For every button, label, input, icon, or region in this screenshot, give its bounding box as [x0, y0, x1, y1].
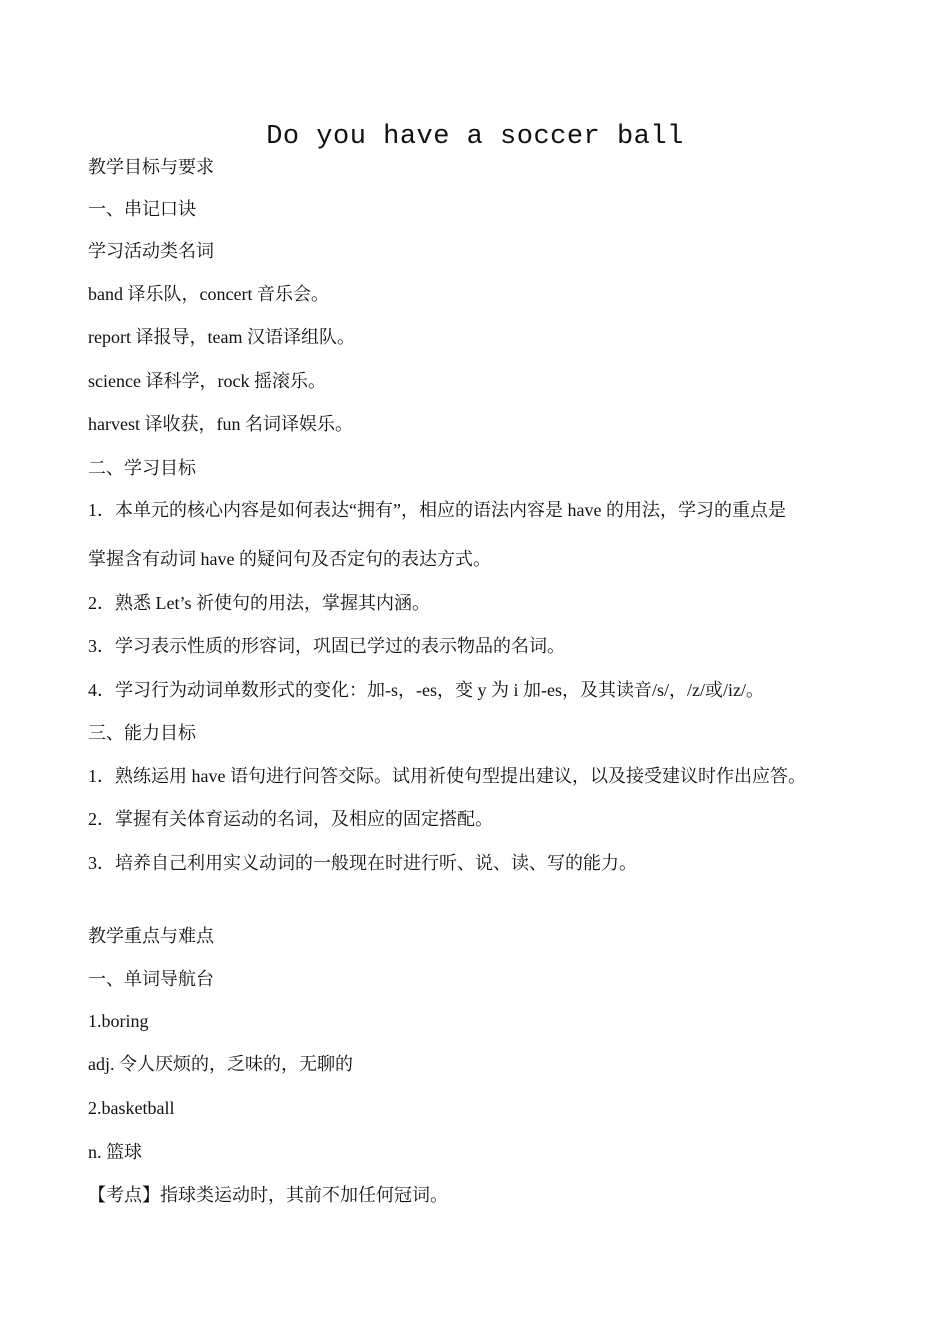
- paragraph: science 译科学，rock 摇滚乐。: [88, 371, 326, 391]
- vocabulary-word: 1.boring: [88, 1011, 149, 1031]
- paragraph: band 译乐队，concert 音乐会。: [88, 284, 329, 304]
- vocabulary-definition: n. 篮球: [88, 1142, 142, 1162]
- subsection-heading: 一、单词导航台: [88, 969, 214, 989]
- list-item: 1．熟练运用 have 语句进行问答交际。试用祈使句型提出建议，以及接受建议时作出应答。: [88, 766, 806, 786]
- subsection-heading: 一、串记口诀: [88, 199, 196, 219]
- list-item: 2．掌握有关体育运动的名词，及相应的固定搭配。: [88, 809, 493, 829]
- list-item-continuation: 掌握含有动词 have 的疑问句及否定句的表达方式。: [88, 549, 491, 569]
- paragraph: 学习活动类名词: [88, 241, 214, 261]
- list-item: 4．学习行为动词单数形式的变化：加-s，-es，变 y 为 i 加-es，及其读音/s/，/z/或/iz/。: [88, 680, 764, 700]
- list-item: 3．培养自己利用实义动词的一般现在时进行听、说、读、写的能力。: [88, 853, 637, 873]
- paragraph: harvest 译收获，fun 名词译娱乐。: [88, 414, 353, 434]
- section-heading: 教学目标与要求: [88, 157, 214, 177]
- vocabulary-word: 2.basketball: [88, 1098, 175, 1118]
- list-item: 2．熟悉 Let’s 祈使句的用法，掌握其内涵。: [88, 593, 430, 613]
- list-item: 1．本单元的核心内容是如何表达“拥有”，相应的语法内容是 have 的用法，学习的重点是: [88, 500, 786, 520]
- list-item: 3．学习表示性质的形容词，巩固已学过的表示物品的名词。: [88, 636, 565, 656]
- page-title: Do you have a soccer ball: [266, 122, 684, 152]
- subsection-heading: 二、学习目标: [88, 458, 196, 478]
- section-heading: 教学重点与难点: [88, 926, 214, 946]
- subsection-heading: 三、能力目标: [88, 723, 196, 743]
- key-point-note: 【考点】指球类运动时，其前不加任何冠词。: [88, 1185, 448, 1205]
- paragraph: report 译报导，team 汉语译组队。: [88, 327, 355, 347]
- vocabulary-definition: adj. 令人厌烦的，乏味的，无聊的: [88, 1054, 353, 1074]
